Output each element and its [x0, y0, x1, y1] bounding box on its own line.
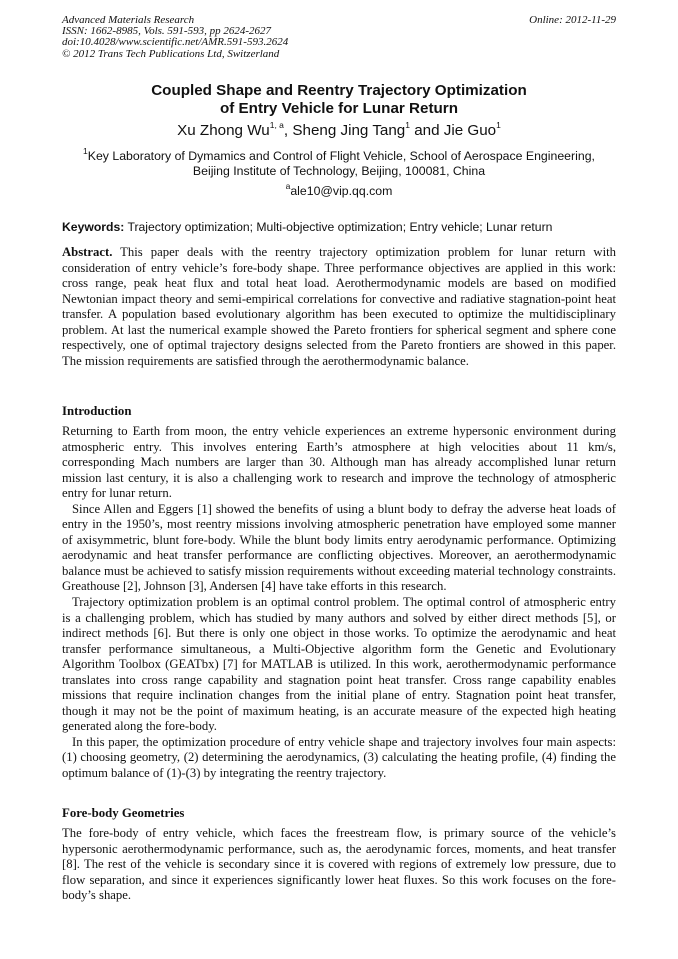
author-list — [62, 119, 616, 140]
abstract — [62, 245, 616, 369]
paragraph: Returning to Earth from moon, the entry vehicle experiences an extreme hypersonic environment during atmospheric entry. This involves entering Earth’s atmosphere at high velocities about 11 km/s, corresponding Mach numbers are larger than 30. Although man has already accomplished lunar return mission last century, it is also a challenging work to research and improve the technology of atmospheric entry for lunar return. — [62, 424, 616, 501]
paragraph: Trajectory optimization problem is an optimal control problem. The optimal control of atmospheric entry is a challenging problem, which has studied by many authors and solved by either direct methods [5], or indirect methods [6]. But there is only one object in those works. To optimize the aerodynamic and heat transfer performance simultaneous, a Multi-Objective algorithm form the Genetic and Evolutionary Algorithm Toolbox (GEATbx) [7] for MATLAB is utilized. In this work, aerothermodynamic performance translates into cross range capability and stagnation point heat transfer. Cross range capability enables missions that require inclination changes from the initial plane of entry. Stagnation point heat transfer, though it may not be the point of maximum heating, is an accurate measure of the expected high heating generated along the fore-body. — [62, 595, 616, 734]
forebody-body — [62, 826, 616, 904]
author-superscript: 1, a — [269, 119, 284, 130]
author-email — [62, 180, 616, 199]
affiliation-text: Key Laboratory of Dymamics and Control of Flight Vehicle, School of Aerospace Engineering, — [87, 149, 595, 163]
email-address: ale10@vip.qq.com — [290, 184, 393, 198]
title-line-2: of Entry Vehicle for Lunar Return — [220, 100, 458, 117]
author-separator: , — [283, 122, 293, 139]
affiliation-line-2: Beijing Institute of Technology, Beijing, 100081, China — [192, 164, 486, 179]
affiliation-line-1 — [62, 145, 616, 164]
keywords-label: Keywords: — [62, 220, 125, 234]
keywords-text: Trajectory optimization; Multi-objective optimization; Entry vehicle; Lunar return — [124, 220, 553, 234]
paper-title — [62, 82, 616, 118]
affiliation-superscript: 1 — [83, 145, 88, 156]
author-separator: and — [409, 122, 444, 139]
abstract-text: This paper deals with the reentry trajectory optimization problem for lunar return with consideration of entry vehicle’s fore-body shape. Three performance objectives are applied in this work: cross range, peak heat flux and total heat load. Aerothermodynamic models are based on modified Newtonian impact theory and semi-empirical correlations for convective and radiative stagnation-point heat transfer. A population based evolutionary algorithm has been executed to optimize the multidisciplinary problem. At last the numerical example showed the Pareto frontiers for spherical segment and sphere cone respectively, one of optimal trajectory designs selected from the Pareto frontiers are showed in this paper. The mission requirements are satisfied through the aerothermodynamic balance. — [62, 245, 616, 368]
section-heading-introduction: Introduction — [62, 404, 132, 418]
online-date: Online: 2012-11-29 — [529, 14, 616, 26]
affiliation — [62, 145, 616, 180]
paragraph: The fore-body of entry vehicle, which faces the freestream flow, is primary source of the vehicle’s hypersonic aerothermodynamic performance, such as, the aerodynamic forces, moments, and heat transfer [8]. The rest of the vehicle is secondary since it is covered with regions of extremely low pressure, due to flow separation, and since it experiences significantly lower heat fluxes. So this work focuses on the fore-body’s shape. — [62, 826, 616, 903]
journal-name: Advanced Materials Research — [62, 14, 195, 26]
copyright-line: © 2012 Trans Tech Publications Ltd, Switzerland — [62, 47, 280, 60]
author-superscript: 1 — [496, 119, 501, 130]
author-name: Xu Zhong Wu — [177, 122, 270, 139]
author-name: Sheng Jing Tang — [292, 122, 406, 139]
author-superscript: 1 — [405, 119, 410, 130]
author-name: Jie Guo — [443, 122, 497, 139]
introduction-body — [62, 424, 616, 782]
email-superscript: a — [285, 180, 291, 191]
paragraph: Since Allen and Eggers [1] showed the benefits of using a blunt body to defray the adverse heat loads of entry in the 1950’s, most reentry missions involving atmospheric penetration have employed some manner of axisymmetric, blunt fore-body. While the blunt body limits entry aerodynamic performance. Optimizing aerodynamic and heat transfer performance are conflicting objectives. Moreover, an aerothermodynamic balance must be achieved to satisfy mission requirements without exceeding material technology constraints. Greathouse [2], Johnson [3], Andersen [4] have take efforts in this research. — [62, 501, 616, 594]
keywords — [62, 220, 616, 235]
paragraph: In this paper, the optimization procedure of entry vehicle shape and trajectory involves four main aspects: (1) choosing geometry, (2) determining the aerodynamics, (3) calculating the heating profile, (4) finding the optimum balance of (1)-(3) by integrating the reentry trajectory. — [62, 734, 616, 781]
title-line-1: Coupled Shape and Reentry Trajectory Optimization — [151, 82, 527, 99]
abstract-label: Abstract. — [62, 245, 113, 259]
journal-header — [62, 15, 616, 60]
doi-line: doi:10.4028/www.scientific.net/AMR.591-593.2624 — [62, 36, 289, 49]
section-heading-forebody: Fore-body Geometries — [62, 806, 185, 820]
issn-line: ISSN: 1662-8985, Vols. 591-593, pp 2624-2627 — [62, 25, 271, 38]
